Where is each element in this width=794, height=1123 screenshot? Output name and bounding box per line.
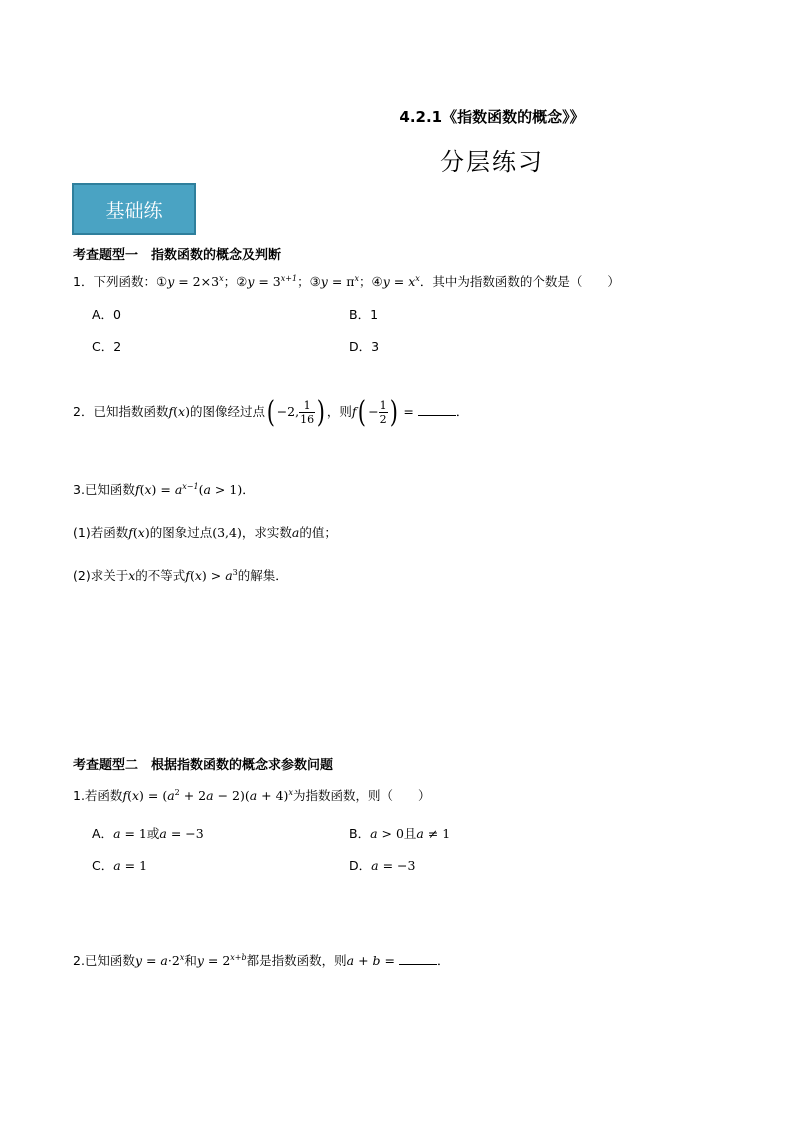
option-b: B．a > 0且a ≠ 1 [349,826,451,841]
worksheet-title: 4.2.1《指数函数的概念》》 [399,108,585,126]
part-text: 的不等式 [135,568,186,583]
question-suffix: 为指数函数，则（ ） [292,788,431,803]
option-a: A．0 [92,307,122,322]
section-heading-2: 考查题型二 根据指数函数的概念求参数问题 [73,758,334,773]
option-b: B．1 [349,307,379,322]
option-connector: 且 [403,826,417,841]
worksheet-subtitle: 分层练习 [440,148,544,176]
question-1-3: 3.已知函数$f(x) = a^{x-1}(a > 1)$． [73,481,255,497]
answer-blank[interactable] [418,405,456,416]
option-c: C．a = 1 [92,858,148,873]
question-end: ． [455,404,469,419]
part-label: (2)求关于 [73,568,129,583]
question-1-1: 1．下列函数：①y = $2\times 3^x$；②y = $3^{x+1}$；③y = $\pi^x$；④y = $x^x$．其中为指数函数的个数是（ ） [73,273,620,289]
question-suffix: ．其中为指数函数的个数是（ ） [419,274,620,289]
part-text: 的图象过点 [149,525,213,540]
option-label: D． [349,858,372,873]
option-c: C．2 [92,339,122,354]
part-text-2: ，求实数 [241,525,292,540]
level-badge: 基础练 [72,183,196,235]
question-prefix: 2．已知指数函数 [73,404,169,419]
answer-blank[interactable] [399,954,437,965]
part-text-2: 的解集． [237,568,288,583]
option-connector: 或 [146,826,160,841]
part-text-3: 的值； [299,525,337,540]
question-prefix: 1.若函数 [73,788,123,803]
option-label: B． [349,826,371,841]
question-mid: 的图像经过点 [189,404,265,419]
section-heading-1: 考查题型一 指数函数的概念及判断 [73,248,282,263]
question-1-2: 2．已知指数函数f(x)的图像经过点( −2, $\frac{1}{16}$ ) ，则f( − $\frac{1}{2}$ ) = ． [73,394,469,430]
option-d: D．3 [349,339,380,354]
question-end: ． [436,953,450,968]
question-and: 和 [184,953,197,968]
question-1-3-part-2: (2)求关于x的不等式$f(x) > a^3$的解集． [73,567,288,583]
question-prefix: 2.已知函数 [73,953,135,968]
question-prefix: 3.已知函数 [73,482,135,497]
question-2-2: 2.已知函数$y = a\cdot 2^x$和$y = 2^{x+b}$都是指数函数，则a + b = ． [73,952,450,968]
part-label: (1)若函数 [73,525,129,540]
option-a: A．a = 1或a = −3 [92,826,204,841]
option-d: D．a = −3 [349,858,416,873]
option-label: A． [92,826,114,841]
option-label: C． [92,858,114,873]
question-2-1: 1.若函数$f(x) = (a^2 + 2a - 2)(a + 4)^x$为指数函数，则（ ） [73,787,431,803]
question-mid: 都是指数函数，则 [246,953,347,968]
question-then: ，则 [326,404,352,419]
question-prefix: 1．下列函数： [73,274,156,289]
question-1-3-part-1: (1)若函数f(x)的图象过点(3,4)，求实数a的值； [73,525,337,540]
